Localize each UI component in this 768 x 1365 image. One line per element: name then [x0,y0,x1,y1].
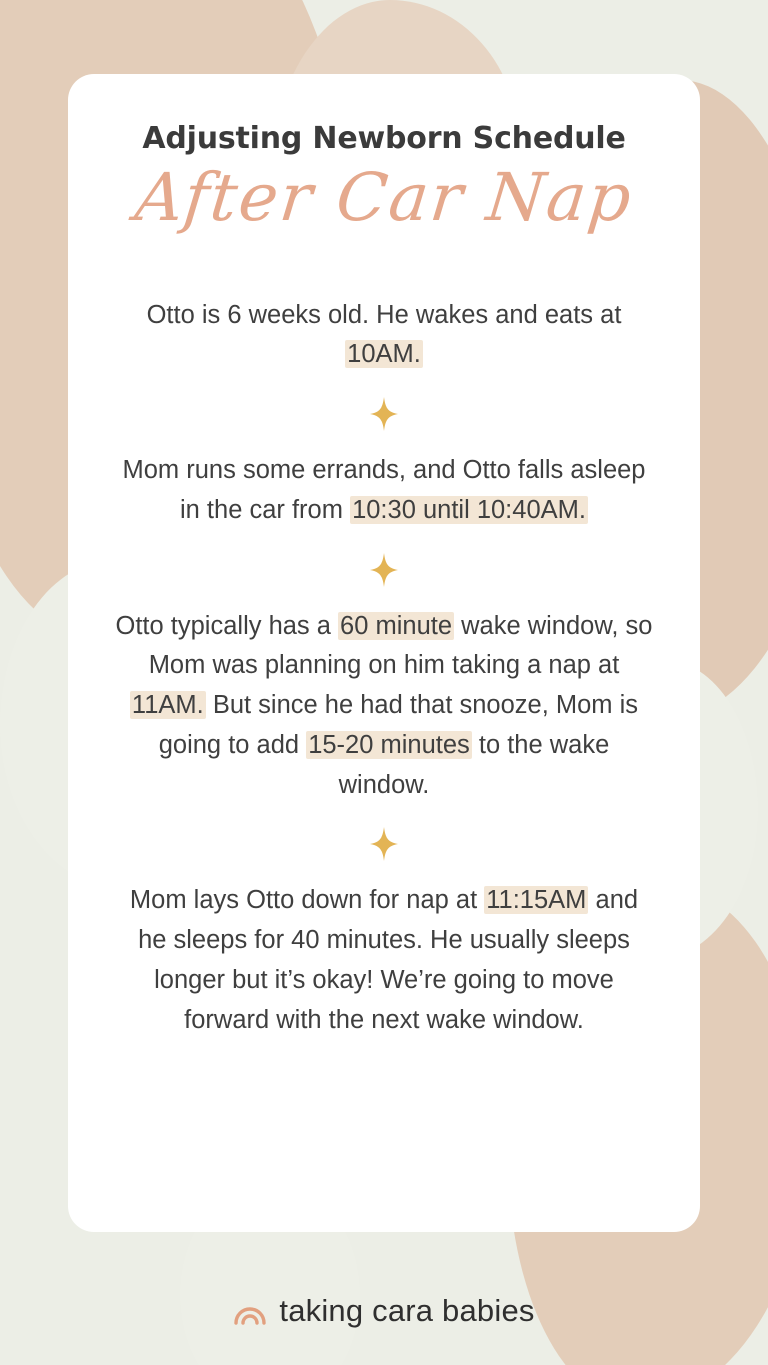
footer-brand-text: taking cara babies [279,1293,535,1328]
highlighted-text: 60 minute [340,611,453,640]
divider-1 [108,397,660,431]
rainbow-arc-icon [233,1294,267,1328]
highlighted-text: 10:30 until 10:40AM. [352,495,586,524]
page-subtitle-script: After Car Nap [131,159,637,236]
highlighted-text: 11:15AM [486,886,587,915]
paragraph-4 [114,881,654,1040]
divider-3 [108,827,660,861]
body-text: Otto is 6 weeks old. He wakes and eats at [146,300,622,329]
highlighted-text: 11AM. [131,691,204,720]
body-text: Mom runs some errands, and Otto falls asleep in the car from [122,456,646,524]
highlighted-text: 15-20 minutes [308,730,470,759]
page-title: Adjusting Newborn Schedule [142,121,626,156]
content-card [68,74,700,1232]
body-text: and he sleeps for 40 minutes. He usually sleeps longer but it’s okay! We’re going to move forward with the next wake window. [138,886,639,1034]
sparkle-icon [370,827,398,861]
highlighted-text: 10AM. [347,340,421,369]
body-text: to the wake window. [338,730,610,799]
footer-brand [0,1293,768,1329]
paragraph-2 [114,451,654,531]
body-text: wake window, so Mom was planning on him taking a nap at [148,611,653,680]
divider-2 [108,553,660,587]
paragraph-1 [114,296,654,376]
body-text: But since he had that snooze, Mom is going to add [158,691,639,759]
paragraph-3 [114,607,654,806]
sparkle-icon [370,397,398,431]
sparkle-icon [370,553,398,587]
body-text: Mom lays Otto down for nap at [129,886,485,915]
body-text: Otto typically has a [115,611,339,640]
